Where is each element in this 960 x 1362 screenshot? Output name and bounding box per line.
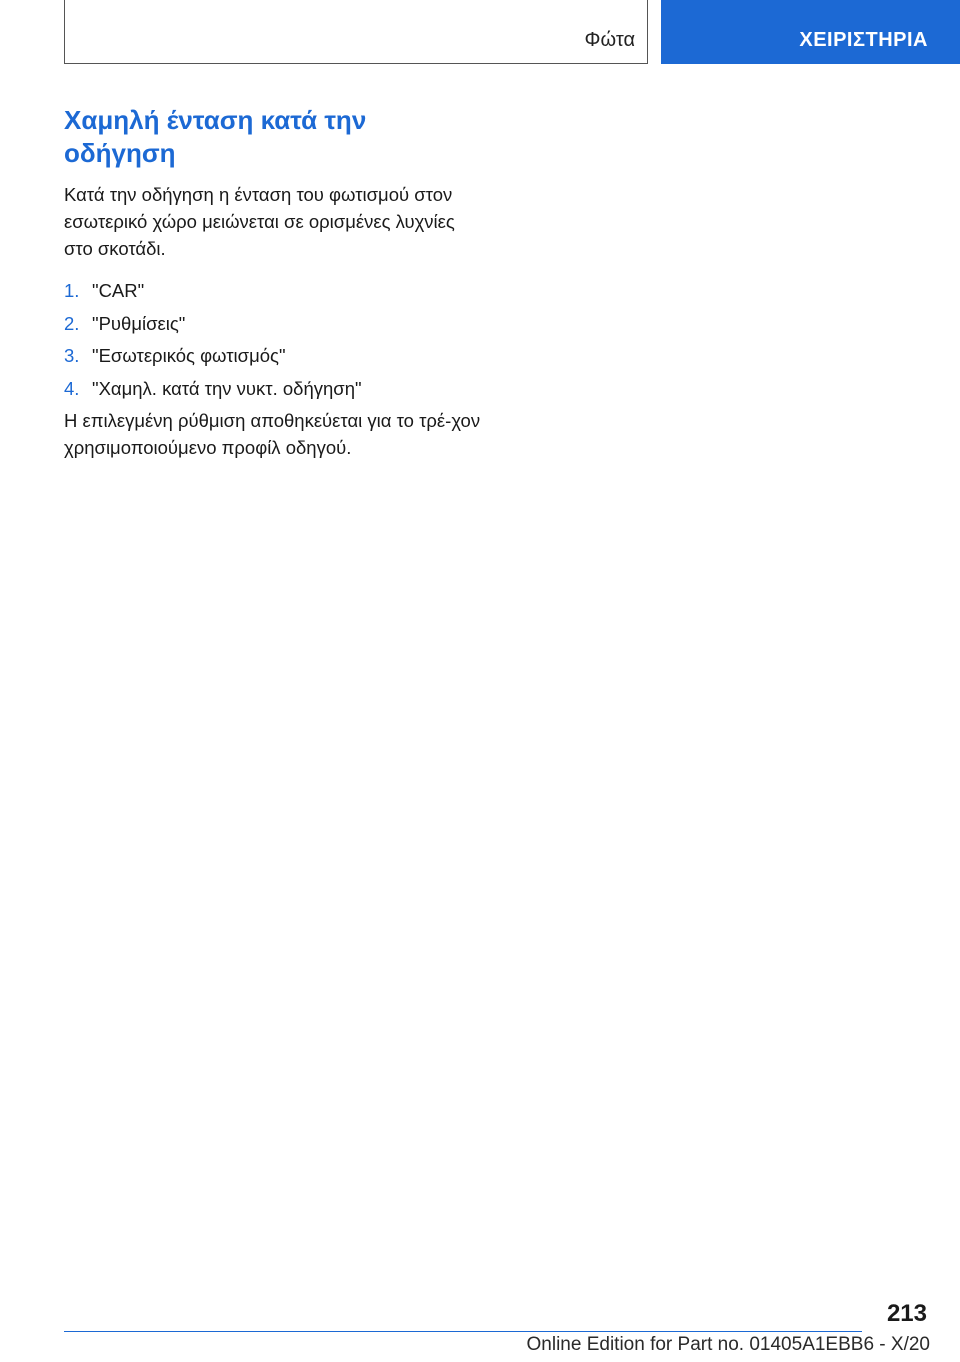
header-chapter-label: ΧΕΙΡΙΣΤΗΡΙΑ <box>799 29 928 51</box>
step-text: "Ρυθμίσεις" <box>92 312 186 334</box>
list-item <box>64 308 484 341</box>
header-section-label: Φώτα <box>584 29 635 51</box>
header-section-box <box>64 0 648 64</box>
step-number: 3. <box>64 345 80 366</box>
footer-edition-text: Online Edition for Part no. 01405A1EBB6 - X/20 <box>526 1334 930 1355</box>
footer-divider <box>64 1331 862 1332</box>
outro-paragraph: Η επιλεγμένη ρύθμιση αποθηκεύεται για το τρέ-χον χρησιμοποιούμενο προφίλ οδηγού. <box>64 410 481 458</box>
step-text: "Εσωτερικός φωτισμός" <box>92 345 286 366</box>
step-text: "CAR" <box>92 280 145 301</box>
step-number: 4. <box>64 377 80 399</box>
list-item <box>64 275 484 308</box>
step-text: "Χαμηλ. κατά την νυκτ. οδήγηση" <box>92 377 362 399</box>
intro-paragraph: Κατά την οδήγηση η ένταση του φωτισμού στον εσωτερικό χώρο μειώνεται σε ορισμένες λυχνίες στο σκοτάδι. <box>64 184 455 259</box>
list-item <box>64 340 484 373</box>
header-chapter-tab <box>661 0 960 64</box>
step-number: 1. <box>64 280 80 301</box>
list-item <box>64 373 484 406</box>
page-number: 213 <box>886 1300 927 1327</box>
steps-list <box>64 275 484 405</box>
step-number: 2. <box>64 312 80 334</box>
main-content <box>64 104 484 461</box>
page-title: Χαμηλή ένταση κατά την οδήγηση <box>64 105 367 168</box>
